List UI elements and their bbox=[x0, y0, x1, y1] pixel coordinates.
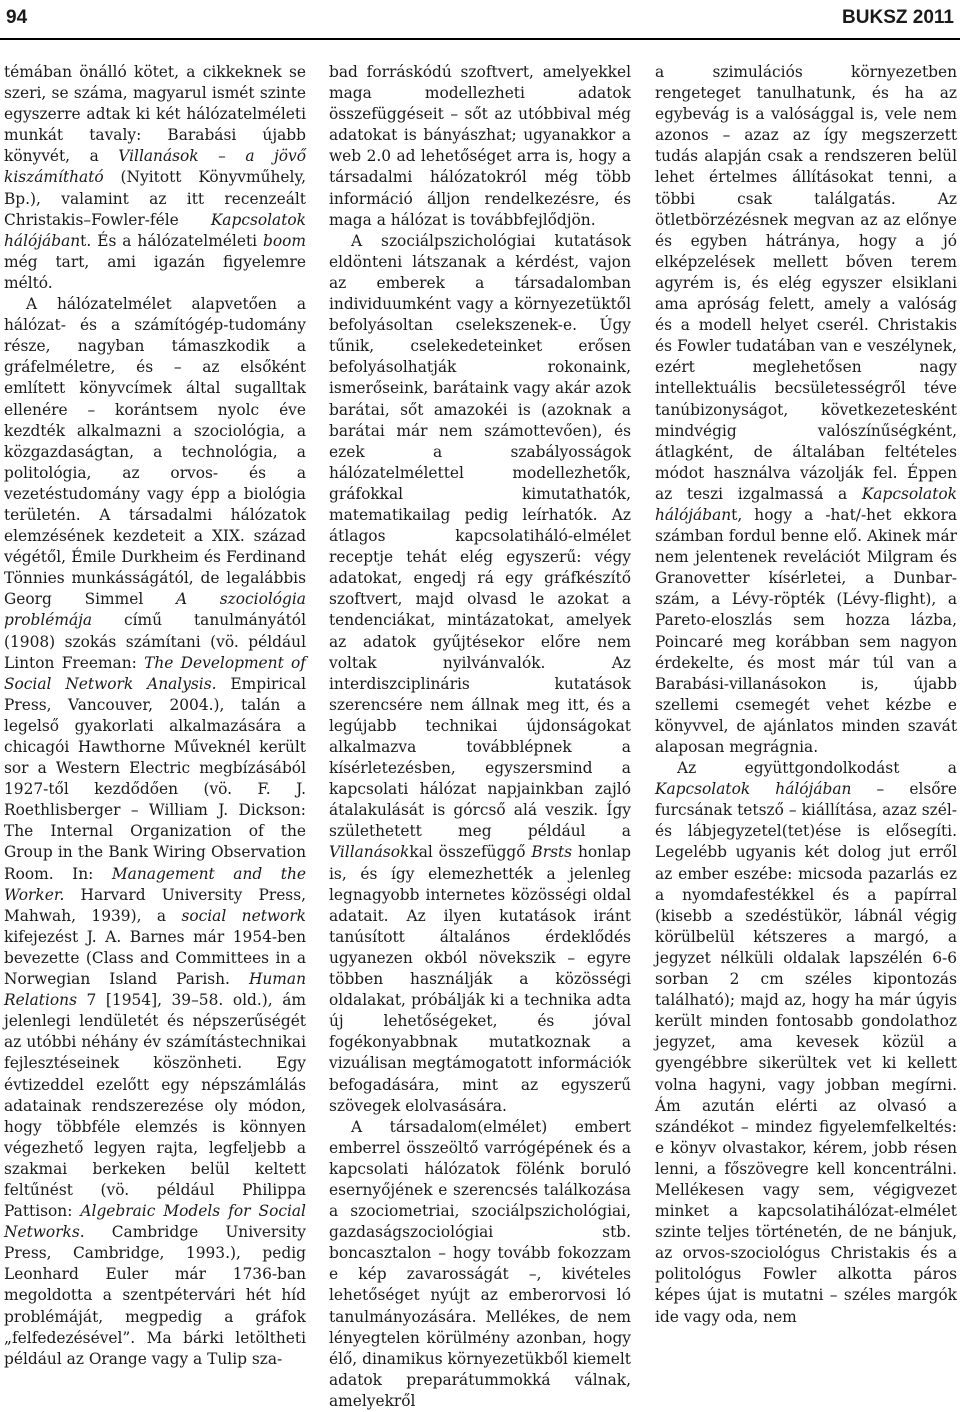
text-run: még tart, ami igazán figyelemre méltó. bbox=[4, 252, 306, 292]
italic-text: Brsts bbox=[531, 843, 573, 862]
italic-text: Kapcsolatok hálójában bbox=[4, 210, 306, 250]
text-run: A társadalom(elmélet) embert emberrel összeöltő varrógépének és a kapcsolati hálózatok fölénk boruló esernyőjének e szerencsés találkozása a szociometriai, szociálpszichológiai, gazdaságszociológiai stb. boncasztalon – hogy tovább fokozzam e kép zavarosságát –, kivételes lehetőséget nyújt az emberorvosi ló tanulmányozására. Mellékes, de nem lényegtelen körülmény azonban, hogy élő, dinamikus környezetükből kiemelt adatok preparátummokká válnak, amelyekről bbox=[329, 1117, 631, 1410]
paragraph bbox=[655, 62, 957, 758]
italic-text: Kapcsolatok hálójában bbox=[655, 484, 957, 524]
paragraph bbox=[329, 62, 631, 231]
text-run: t. És a hálózatelméleti bbox=[80, 231, 264, 250]
text-run: kal összefüggő bbox=[409, 843, 532, 862]
paragraph bbox=[329, 231, 631, 1117]
text-run: bad forráskódú szoftvert, amelyekkel maga modellezheti adatok összefüggéseit – sőt az utóbbival még adatokat is bányászhat; ugyanakkor a web 2.0 ad lehetőséget arra is, hogy a társadalmi hálózatokról még több információ álljon rendelkezésre, és maga a hálózat is továbbfejlődjön. bbox=[329, 63, 631, 229]
text-run: Cambridge University Press, Cambridge, 1993.), pedig Leonhard Euler már 1736-ban megoldotta a szentpétervári hét híd problémáját, megpedig a gráfok „felfedezésével”. Ma bárki letöltheti például az Orange vagy a Tulip sza- bbox=[4, 1223, 306, 1368]
italic-text: Villanások – a jövő kiszámítható bbox=[4, 147, 306, 187]
paragraph bbox=[4, 62, 306, 294]
italic-text: Human Relations bbox=[4, 970, 306, 1010]
text-run: A szociálpszichológiai kutatások eldönteni látszanak a kérdést, vajon az emberek a társadalomban individuumként vagy a környezetüktől befolyásoltan cselekszenek-e. Úgy tűnik, cselekedeteinket erősen befolyásolhatják rokonaink, ismerőseink, barátaink vagy akár azok barátai, sőt amazokéi is (azoknak a barátai már nem számottevően), és ezek a szabályosságok hálózatelmélettel modellezhetők, gráfokkal kimutathatók, matematikailag pedig leírhatók. Az átlagos kapcsolatiháló-elmélet receptje tehát elég egyszerű: végy adatokat, engedj rá egy gráfkészítő szoftvert, majd olvasd le azokat a tendenciákat, mintázatokat, amelyek az adatok gyűjtésekor előre nem voltak nyilvánvalók. Az interdiszciplináris kutatások szerencsére nem állnak meg itt, és a legújabb technikai újdonságokat alkalmazva továbblépnek a kísérletezésben, egyszersmind a kapcsolati hálózat napjainkban zajló átalakulását is górcső alá veszik. Így születhetett meg például a bbox=[329, 231, 631, 841]
italic-text: Algebraic Models for Social Networks. bbox=[4, 1202, 306, 1242]
text-run: témában önálló kötet, a cikkeknek se szeri, se száma, magyarul ismét szinte egyszerre adtak ki két hálózatelméleti munkát tavaly: Barabási újabb könyvét, a bbox=[4, 63, 306, 166]
text-run: honlap is, és így elemezhették a jelenleg legnagyobb internetes közösségi oldal adatait. Az ilyen kutatások iránt tanúsított általános érdeklődés ugyanezen okból növekszik – egyre többen használják a közösségi oldalakat, próbálják ki a technika adta új lehetőségeket, és jóval fogékonyabbnak mutatkoznak a vizuálisan megtámogatott információk befogadására, mint az egyszerű szövegek elolvasására. bbox=[329, 843, 631, 1115]
italic-text: Kapcsolatok hálójában bbox=[655, 780, 852, 799]
paragraph bbox=[4, 294, 306, 1370]
text-run: Empirical Press, Vancouver, 2004.), talán a legelső gyakorlati alkalmazására a chicagói Hawthorne Műveknél került sor a Western Electric megbízásából 1927-től kezdődően (vö. F. J. Roethlisberger – William J. Dickson: The Internal Organization of the Group in the Bank Wiring Observation Room. In: bbox=[4, 674, 306, 883]
text-run: – elsőre furcsának tetsző – kiállítása, azaz szél- és lábjegyzetel(tet)ése is elősegíti. Legelébb ugyanis két dolog jut erről az ember eszébe: micsoda pazarlás ez a nyomdafestékkel és a papírral (kisebb a szedéstükör, lábnál végig körülbelül kétszeres a margó, a jegyzet nélküli oldalak lapszélén 6-6 sorban 2 cm széles kipontozás található); majd az, hogy ha már úgyis került minden fontosabb gondolathoz jegyzet, ama kevesek közül a gyengébbre sikerültek vet ki kellett volna hagyni, vagy jobban megírni. Ám azután elérti az olvasó a szándékot – mindez figyelemfelkeltés: e könyv olvastakor, kérem, jobb résen lenni, a főszövegre kell koncentrálni. Mellékesen vagy sem, végigvezet minket a kapcsolatihálózat-elmélet szinte teljes történetén, de ne bánjuk, az orvos-szociológus Christakis és a politológus Fowler alkotta páros képes újat is mutatni – széles margók ide vagy oda, nem bbox=[655, 780, 957, 1326]
paragraph bbox=[329, 1117, 631, 1412]
italic-text: The Development of Social Network Analysis. bbox=[4, 653, 307, 693]
italic-text: social network bbox=[181, 906, 307, 925]
text-column-2 bbox=[329, 62, 631, 1410]
text-run: kifejezést J. A. Barnes már 1954-ben bevezette (Class and Committees in a Norwegian Island Parish. bbox=[4, 927, 306, 989]
text-run: 7 [1954], 39–58. old.), ám jelenlegi lendületét és népszerűségét az utóbbi néhány év számítástechnikai fejlesztéseinek köszönheti. Egy évtizeddel ezelőtt egy népszámlálás adatainak rendszerezése oly módon, hogy többféle elemzés is könnyen végezhető legyen rajta, legfeljebb a szakmai berkeken belül keltett feltűnést (vö. például Philippa Pattison: bbox=[4, 991, 306, 1221]
header-rule bbox=[0, 38, 960, 40]
italic-text: A szociológia problémája bbox=[4, 590, 306, 630]
italic-text: Villanások bbox=[329, 843, 410, 862]
text-run: Harvard University Press, Mahwah, 1939), a bbox=[4, 885, 306, 925]
text-column-3 bbox=[655, 62, 957, 1326]
italic-text: Management and the Worker. bbox=[4, 864, 306, 904]
text-run: t, hogy a -hat/-het ekkora számban fordul benne elő. Akinek már nem jelentenek revelációt Milgram és Granovetter kísérletei, a Dunbar-szám, a Lévy-röpték (Lévy-flight), a Pareto-eloszlás sem hozza lázba, Poincaré meg korábban sem nagyon érdekelte, és most már túl van a Barabási-villanásokon is, újabb szellemi csemegét vehet kézbe e könyvvel, de ajánlatos minden szavát alaposan megrágnia. bbox=[655, 505, 957, 756]
text-run: című tanulmányától (1908) szokás számítani (vö. például Linton Freeman: bbox=[4, 611, 306, 672]
paragraph bbox=[655, 758, 957, 1328]
text-run: A hálózatelmélet alapvetően a hálózat- és a számítógép-tudomány része, nagyban támaszkodik a gráfelméletre, és – az elsőként említett könyvcímek által sugalltak ellenére – korántsem nyolc éve kezdték alkalmazni a szociológia, a közgazdaságtan, a technológia, a politológia, az orvos- és a vezetéstudomány vagy épp a biológia területén. A társadalmi hálózatok elemzésének kezdeteit a XIX. század végétől, Émile Durkheim és Ferdinand Tönnies munkásságától, de legalábbis Georg Simmel bbox=[4, 295, 306, 609]
italic-text: boom bbox=[263, 231, 306, 250]
journal-title: BUKSZ 2011 bbox=[842, 7, 954, 28]
text-run: Az együttgondolkodást a bbox=[677, 759, 957, 778]
text-run: (Nyitott Könyvműhely, Bp.), valamint az itt recenzeált Christakis–Fowler-féle bbox=[4, 168, 306, 229]
text-run: a szimulációs környezetben rengeteget tanulhatunk, és ha az egybevág is a valósággal is, vele nem azonos – azaz az így megszerzett tudás alapján csak a rendszeren belül lehet értelmes állításokat tenni, a többi csak találgatás. Az ötletbörzézésnek megvan az az előnye és egyben hátránya, hogy a jó elképzelések mellett bőven terem agyrém is, és elég egyszer elsiklani ama apróság felett, amely a valóság és a modell helyet cserél. Christakis és Fowler tudatában van e veszélynek, ezért meglehetősen nagy intellektuális becsületességről téve tanúbizonyságot, következetesként mindvégig valószínűségként, átlagként, de általában feltételes módot használva vázolják fel. Éppen az teszi izgalmassá a bbox=[655, 63, 957, 503]
text-column-1 bbox=[4, 62, 307, 1368]
page-header bbox=[0, 0, 960, 40]
page-number: 94 bbox=[6, 7, 28, 28]
